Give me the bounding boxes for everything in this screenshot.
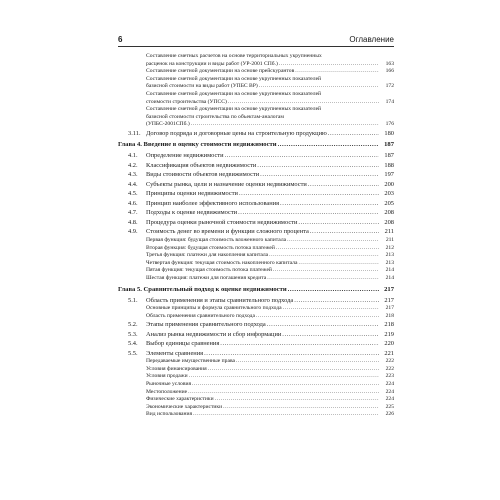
dot-leader <box>273 267 379 275</box>
dot-leader <box>288 285 379 295</box>
toc-section-number: 4.2. <box>128 161 138 169</box>
toc-subsection-entry <box>118 404 394 412</box>
toc-section-number: 4.3. <box>128 171 138 179</box>
toc-section-entry <box>118 339 394 349</box>
toc-entry-title: Физические характеристики <box>146 396 214 403</box>
dot-leader <box>267 275 379 283</box>
toc-section-entry <box>118 129 394 139</box>
toc-page-number: 226 <box>385 411 394 418</box>
toc-entry-title: Область применения и этапы сравнительного подхода <box>146 296 294 304</box>
header-rule <box>118 46 394 47</box>
dot-leader <box>239 189 379 199</box>
toc-page-number: 213 <box>385 259 394 266</box>
toc-entry-title: Выбор единицы сравнения <box>146 340 220 348</box>
toc-page-number: 205 <box>384 199 394 207</box>
table-of-contents <box>118 53 394 419</box>
toc-entry-title: Область применения сравнительного подхода <box>146 312 255 319</box>
dot-leader <box>283 305 379 313</box>
toc-page-number: 208 <box>384 209 394 217</box>
toc-entry-title: Вторая функция: будущая стоимость потока платежей <box>146 244 275 251</box>
dot-leader <box>236 358 379 366</box>
toc-page-number: 219 <box>384 330 394 338</box>
toc-entry-title: Виды стоимости объектов недвижимости <box>146 171 260 179</box>
toc-entry-title: Составление сметной документации на основе укрупненных показателей <box>146 75 322 82</box>
toc-subsection-entry <box>118 358 394 366</box>
toc-subsection-entry <box>118 396 394 404</box>
toc-section-entry <box>118 170 394 180</box>
toc-page-number: 187 <box>384 141 394 149</box>
toc-subsection-entry <box>118 411 394 419</box>
toc-entry-title: Элементы сравнения <box>146 349 204 357</box>
toc-entry-title: базисной стоимости на виды работ (УПБС ВР) <box>146 83 258 90</box>
toc-entry-title: Принципы оценки недвижимости <box>146 190 238 198</box>
dot-leader <box>204 349 379 359</box>
toc-subsection-entry <box>118 381 394 389</box>
dot-leader <box>188 389 379 397</box>
toc-page-number: 214 <box>385 274 394 281</box>
toc-entry-title: Стоимость денег во времени и функции сложного процента <box>146 228 309 236</box>
toc-entry-title: Классификация объектов недвижимости <box>146 161 257 169</box>
toc-section-entry <box>118 151 394 161</box>
dot-leader <box>278 140 379 150</box>
toc-entry-title: расценок на конструкции и виды работ (УР-2001 СПб.) <box>146 60 278 67</box>
toc-subsection-entry <box>118 106 394 129</box>
toc-entry-title: Подходы к оценке недвижимости <box>146 209 238 217</box>
toc-subsection-entry <box>118 373 394 381</box>
toc-page-number: 203 <box>384 190 394 198</box>
dot-leader <box>282 330 379 340</box>
toc-entry-title: Составление сметной документации на основе прейскурантов <box>146 68 295 75</box>
toc-subsection-entry <box>118 389 394 397</box>
toc-page-number: 224 <box>385 396 394 403</box>
toc-page-number: 211 <box>385 236 394 243</box>
dot-leader <box>225 151 379 161</box>
toc-entry-title: Экономические характеристики <box>146 403 223 410</box>
toc-entry-title: Этапы применения сравнительного подхода <box>146 321 266 329</box>
dot-leader <box>260 170 379 180</box>
dot-leader <box>298 260 379 268</box>
toc-entry-title: Пятая функция: текущая стоимость потока платежей <box>146 267 272 274</box>
dot-leader <box>287 237 379 245</box>
toc-entry-title: Составление сметных расчетов на основе территориальных укрупненных <box>146 53 322 59</box>
toc-subsection-entry <box>118 305 394 313</box>
toc-section-entry <box>118 161 394 171</box>
running-header <box>118 34 394 48</box>
dot-leader <box>294 296 379 306</box>
toc-page-number: 212 <box>385 244 394 251</box>
toc-page-number: 180 <box>384 129 394 137</box>
dot-leader <box>259 83 379 91</box>
dot-leader <box>280 199 379 209</box>
toc-chapter-entry <box>118 285 394 295</box>
toc-section-number: 5.2. <box>128 321 138 329</box>
toc-section-number: 4.7. <box>128 209 138 217</box>
toc-section-entry <box>118 227 394 237</box>
toc-subsection-entry <box>118 275 394 283</box>
toc-chapter-entry <box>118 140 394 150</box>
toc-page-number: 214 <box>385 267 394 274</box>
toc-page-number: 221 <box>384 349 394 357</box>
toc-page-number: 217 <box>385 305 394 311</box>
toc-subsection-entry <box>118 267 394 275</box>
toc-entry-title: базисной стоимости строительства по объектам-аналогам <box>146 113 284 120</box>
toc-section-number: 3.11. <box>128 129 141 137</box>
toc-page-number: 174 <box>385 98 394 105</box>
dot-leader <box>215 396 379 404</box>
toc-entry-title: Договор подряда и договорные цены на строительную продукцию <box>146 129 327 137</box>
toc-page-number: 222 <box>385 358 394 365</box>
toc-section-number: 4.4. <box>128 180 138 188</box>
toc-entry-title: Четвертая функция: текущая стоимость накопленного капитала <box>146 259 298 266</box>
toc-entry-title: Процедура оценки рыночной стоимости недвижимости <box>146 218 298 226</box>
toc-entry-title: Первая функция: будущая стоимость вложенного капитала <box>146 236 287 243</box>
toc-subsection-entry <box>118 252 394 260</box>
dot-leader <box>238 208 379 218</box>
toc-subsection-entry <box>118 313 394 321</box>
toc-entry-title: Составление сметной документации на основе укрупненных показателей <box>146 106 322 113</box>
toc-page-number: 213 <box>385 252 394 259</box>
dot-leader <box>257 161 379 171</box>
toc-subsection-entry <box>118 68 394 76</box>
toc-section-number: 5.3. <box>128 330 138 338</box>
toc-section-number: 5.5. <box>128 349 138 357</box>
toc-entry-title: (УПБС-2001СПб.) <box>146 121 190 128</box>
page-number: 6 <box>118 35 123 44</box>
dot-leader <box>192 381 379 389</box>
dot-leader <box>295 68 379 76</box>
toc-section-entry <box>118 349 394 359</box>
toc-subsection-entry <box>118 366 394 374</box>
dot-leader <box>256 313 379 321</box>
toc-entry-title: Основные принципы и формула сравнительного подхода <box>146 305 282 311</box>
toc-entry-title: Условия продажи <box>146 373 188 380</box>
toc-section-entry <box>118 199 394 209</box>
toc-page-number: 222 <box>385 365 394 372</box>
running-title: Оглавление <box>349 35 394 44</box>
toc-page-number: 211 <box>384 228 394 236</box>
toc-page-number: 197 <box>384 171 394 179</box>
toc-section-entry <box>118 330 394 340</box>
toc-page-number: 217 <box>384 285 394 293</box>
toc-section-entry <box>118 208 394 218</box>
dot-leader <box>308 180 379 190</box>
toc-entry-title: Принцип наиболее эффективного использования <box>146 199 280 207</box>
toc-subsection-entry <box>118 53 394 68</box>
dot-leader <box>328 129 379 139</box>
toc-page-number: 224 <box>385 380 394 387</box>
toc-entry-title: Шестая функция: платежи для погашения кредита <box>146 274 267 281</box>
toc-page-number: 220 <box>384 340 394 348</box>
toc-entry-title: Анализ рынка недвижимости и сбор информации <box>146 330 282 338</box>
toc-page-number: 176 <box>385 121 394 128</box>
toc-page-number: 218 <box>384 321 394 329</box>
toc-page-number: 200 <box>384 180 394 188</box>
toc-page-number: 166 <box>385 68 394 75</box>
dot-leader <box>208 366 379 374</box>
toc-section-entry <box>118 180 394 190</box>
toc-page-number: 172 <box>385 83 394 90</box>
toc-entry-title: стоимости строительства (УПСС) <box>146 98 227 105</box>
dot-leader <box>223 404 379 412</box>
toc-section-entry <box>118 218 394 228</box>
toc-entry-title: Передаваемые имущественные права <box>146 358 235 365</box>
toc-page-number: 187 <box>384 152 394 160</box>
toc-section-number: 4.5. <box>128 190 138 198</box>
toc-section-number: 4.1. <box>128 152 138 160</box>
toc-entry-title: Условия финансирования <box>146 365 207 372</box>
toc-entry-title: Глава 4. Введение в оценку стоимости недвижимости <box>118 141 277 149</box>
toc-section-number: 5.4. <box>128 340 138 348</box>
toc-entry-title: Рыночные условия <box>146 380 192 387</box>
toc-entry-title: Определение недвижимости <box>146 152 224 160</box>
toc-page-number: 218 <box>385 312 394 319</box>
toc-section-number: 4.6. <box>128 199 138 207</box>
toc-subsection-entry <box>118 76 394 91</box>
toc-entry-title: Третья функция: платежи для накопления капитала <box>146 252 269 259</box>
toc-section-entry <box>118 296 394 306</box>
toc-entry-title: Субъекты рынка, цели и назначение оценки недвижимости <box>146 180 307 188</box>
toc-subsection-entry <box>118 237 394 245</box>
toc-section-number: 4.9. <box>128 228 138 236</box>
toc-page-number: 225 <box>385 403 394 410</box>
toc-section-number: 4.8. <box>128 218 138 226</box>
toc-subsection-entry <box>118 91 394 106</box>
toc-page-number: 223 <box>385 373 394 380</box>
dot-leader <box>189 373 379 381</box>
toc-page-number: 217 <box>384 296 394 304</box>
toc-page-number: 188 <box>384 161 394 169</box>
toc-section-entry <box>118 189 394 199</box>
toc-subsection-entry <box>118 245 394 253</box>
toc-entry-title: Составление сметной документации на основе укрупненных показателей <box>146 90 322 97</box>
dot-leader <box>220 339 379 349</box>
toc-page-number: 224 <box>385 388 394 395</box>
toc-entry-title: Глава 5. Сравнительный подход к оценке недвижимости <box>118 285 287 293</box>
dot-leader <box>269 252 379 260</box>
dot-leader <box>191 121 379 129</box>
toc-entry-title: Местоположение <box>146 388 188 395</box>
dot-leader <box>310 227 379 237</box>
dot-leader <box>298 218 379 228</box>
toc-page-number: 163 <box>385 60 394 67</box>
dot-leader <box>193 411 379 419</box>
toc-section-number: 5.1. <box>128 296 138 304</box>
toc-entry-title: Вид использования <box>146 411 193 418</box>
dot-leader <box>267 320 379 330</box>
toc-page-number: 208 <box>384 218 394 226</box>
dot-leader <box>276 245 379 253</box>
toc-section-entry <box>118 320 394 330</box>
